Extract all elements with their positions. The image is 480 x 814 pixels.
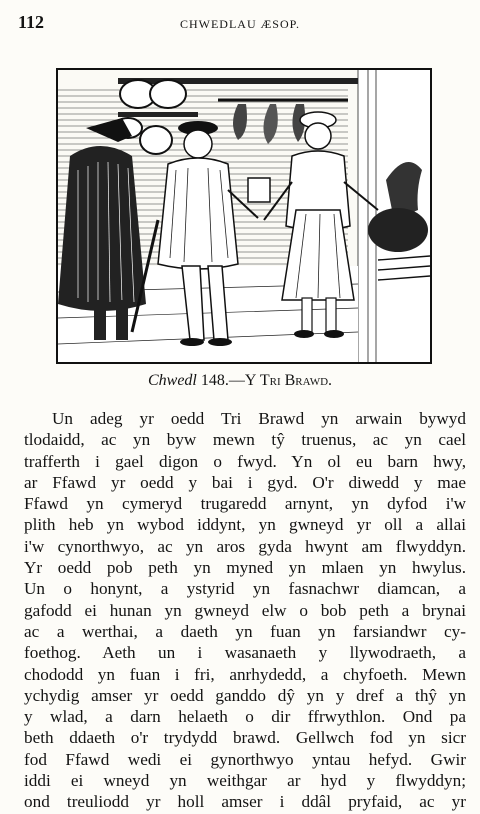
caption-prefix: Chwedl [147,372,197,389]
text-line: trafferth i gael digon o fwyd. Yn ol eu barn hwy, [24,451,466,471]
woodcut-illustration [56,68,432,364]
page-header [18,12,462,42]
text-line: fod Ffawd wedi ei gynorthwyo yntau hefyd. Gwir [24,749,466,769]
fable-text [24,408,466,813]
text-line: gafodd ei hunan yn gwneyd elw o bob peth a brynai [24,600,466,620]
caption-title: Tri Brawd. [259,372,333,389]
text-line: ond treuliodd yr holl amser i ddâl pryfaid, ac yr [24,792,466,812]
text-line: Un o honynt, a ystyrid yn fasnachwr diamcan, a [24,579,466,599]
text-line: Yr oedd pob peth yn myned yn mlaen yn hwylus. [24,558,466,578]
text-line: foethog. Aeth un i wasanaeth y llywodraeth, a [24,643,466,663]
text-line: beth ddaeth o'r trydydd brawd. Gellwch fod yn sicr [24,728,466,748]
caption-number: 148. [200,372,229,389]
caption-separator: —Y [228,372,256,389]
text-line: i'w cynorthwyo, ac yn aros gyda hwynt am flwyddyn. [24,536,466,556]
figure-caption [0,372,480,390]
text-line: y wlad, a darn helaeth o dir ffrwythlon. Ond pa [24,707,466,727]
text-line: iddi ei wneyd yn weithgar ar hyd y flwyddyn; [24,771,466,791]
text-line: tlodaidd, ac yn byw mewn tŷ truenus, ac yn cael [24,430,466,450]
text-line: plith heb yn wybod iddynt, yn gwneyd yr oll a allai [24,515,466,535]
page-number: 112 [18,12,45,32]
text-line: ar Ffawd yr oedd y bai i gyd. O'r diwedd y mae [24,472,466,492]
text-line: ychydig amser yr oedd ganddo dŷ yn y dref a thŷ yn [24,685,466,705]
text-line: Un adeg yr oedd Tri Brawd yn arwain bywyd [52,409,466,428]
running-title: CHWEDLAU ÆSOP. [179,17,300,31]
text-line: chododd yn fuan i fri, anrhydedd, a chyfoeth. Mewn [24,664,466,684]
text-line: ac a werthai, a daeth yn fuan yn farsiandwr cy- [24,621,466,641]
text-line: Ffawd yn cymeryd trugaredd arnynt, yn dyfod i'w [24,494,466,514]
